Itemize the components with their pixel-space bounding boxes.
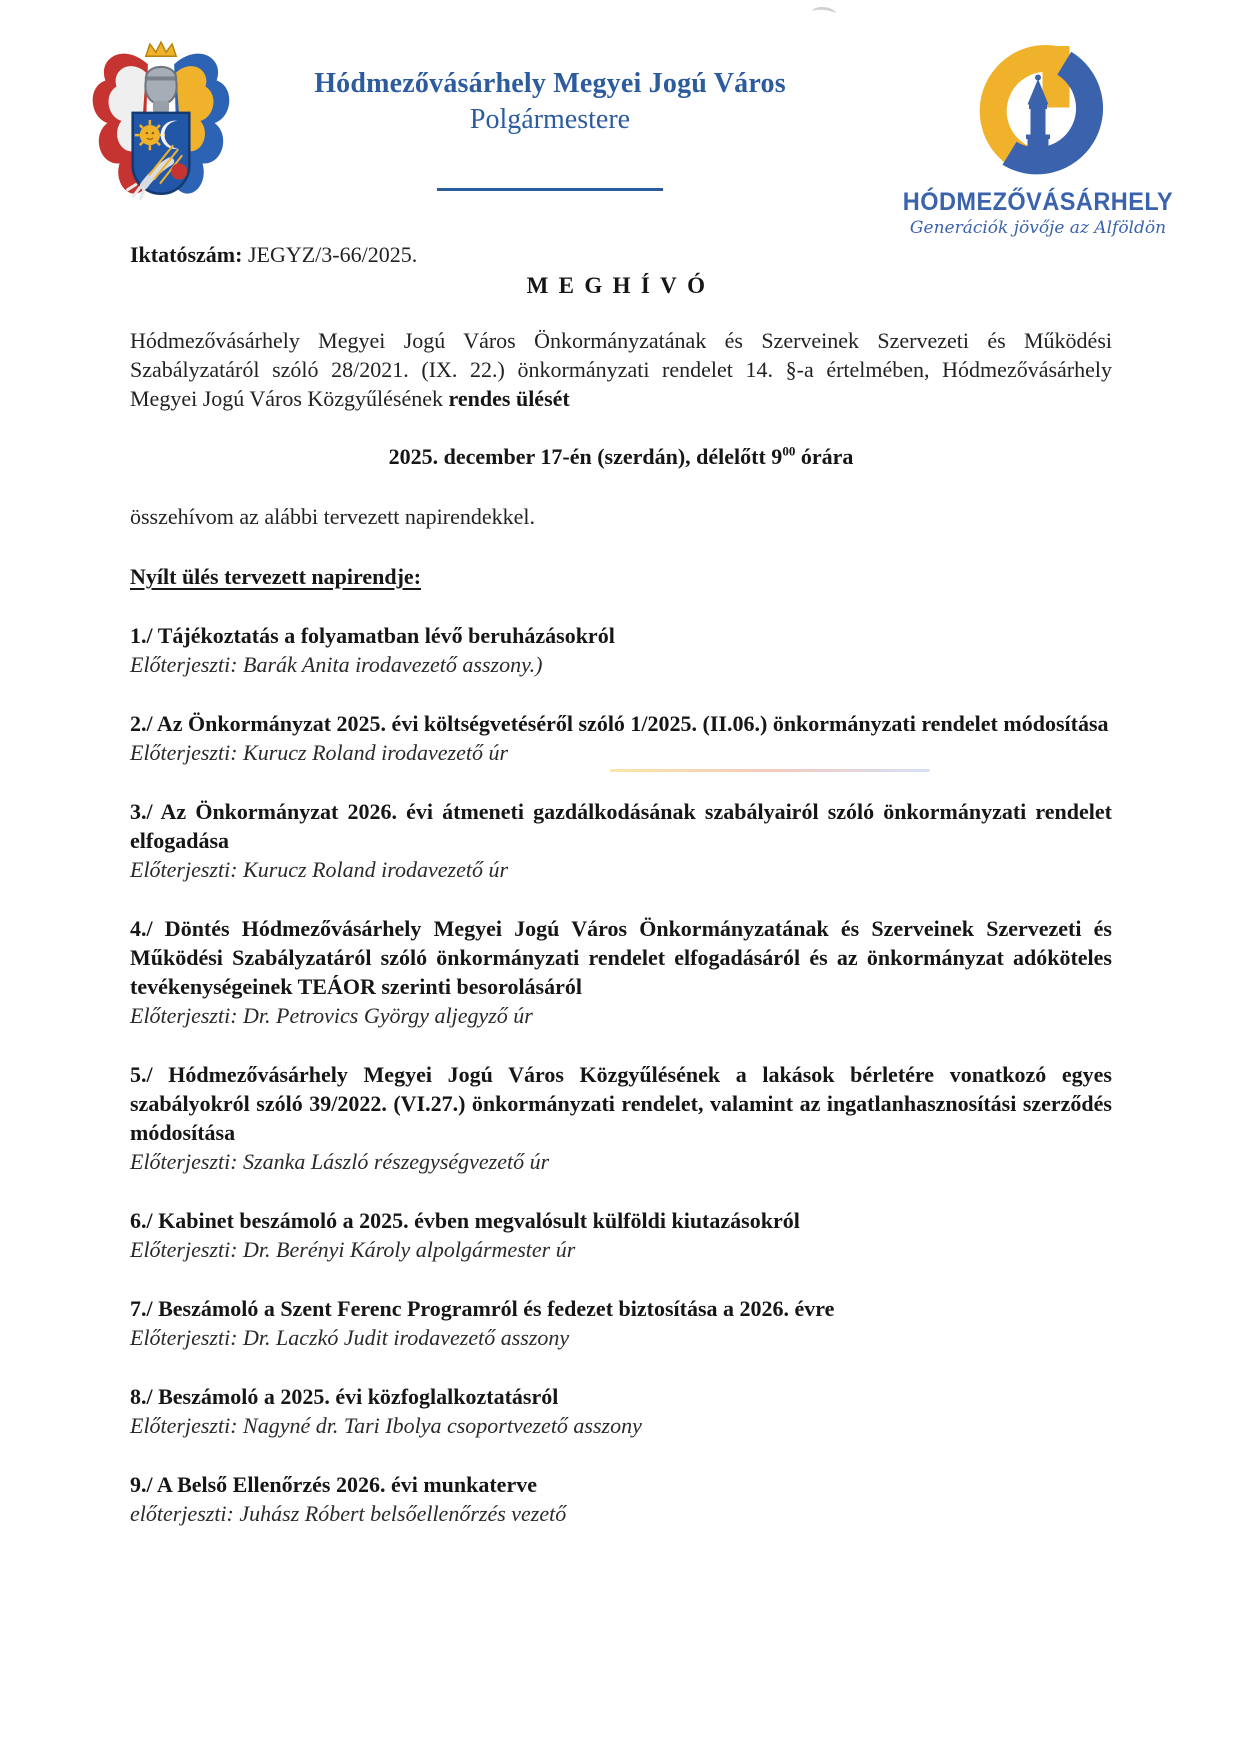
- agenda-list: [130, 621, 1112, 1528]
- letterhead-title-block: [300, 66, 800, 191]
- agenda-item-title: 6./ Kabinet beszámoló a 2025. évben megvalósult külföldi kiutazásokról: [130, 1208, 800, 1233]
- doc-number: [130, 240, 1112, 269]
- agenda-item-presenter: előterjeszti: Juhász Róbert belsőellenőrzés vezető: [130, 1501, 567, 1526]
- agenda-item-presenter: Előterjeszti: Kurucz Roland irodavezető úr: [130, 857, 509, 882]
- agenda-item-presenter: Előterjeszti: Dr. Berényi Károly alpolgármester úr: [130, 1237, 576, 1262]
- city-logo-mark-icon: [963, 34, 1113, 184]
- logo-wordmark: HÓDMEZŐVÁSÁRHELY: [902, 188, 1174, 216]
- agenda-item-title: 9./ A Belső Ellenőrzés 2026. évi munkaterve: [130, 1472, 537, 1497]
- agenda-item-presenter: Előterjeszti: Barák Anita irodavezető asszony.): [130, 652, 543, 677]
- agenda-item-title: 8./ Beszámoló a 2025. évi közfoglalkoztatásról: [130, 1384, 559, 1409]
- intro-paragraph-text: Hódmezővásárhely Megyei Jogú Város Önkormányzatának és Szerveinek Szervezeti és Működési Szabályzatáról szóló 28/2021. (IX. 22.) önkormányzati rendelet 14. §-a értelmében, Hódmezővásárhely Megyei Jogú Város Közgyűlésének: [130, 328, 1112, 411]
- agenda-item-presenter: Előterjeszti: Szanka László részegységvezető úr: [130, 1149, 550, 1174]
- document-body: [130, 240, 1112, 1528]
- agenda-item: [130, 1382, 1112, 1440]
- agenda-item-presenter: Előterjeszti: Dr. Laczkó Judit irodavezető asszony: [130, 1325, 570, 1350]
- agenda-item: [130, 1294, 1112, 1352]
- logo-tagline: Generációk jövője az Alföldön: [909, 218, 1167, 238]
- agenda-item-title: 1./ Tájékoztatás a folyamatban lévő beruházásokról: [130, 623, 615, 648]
- agenda-item: [130, 1206, 1112, 1264]
- agenda-item-presenter: Előterjeszti: Nagyné dr. Tari Ibolya csoportvezető asszony: [130, 1413, 642, 1438]
- agenda-item: [130, 1060, 1112, 1176]
- agenda-item-presenter: Előterjeszti: Dr. Petrovics György aljegyző úr: [130, 1003, 533, 1028]
- intro-closing: összehívom az alábbi tervezett napirendekkel.: [130, 504, 535, 529]
- doc-title: MEGHÍVÓ: [526, 273, 716, 298]
- agenda-heading: Nyílt ülés tervezett napirendje:: [130, 564, 422, 589]
- meeting-datetime: [130, 442, 1112, 471]
- agenda-item: [130, 709, 1112, 767]
- agenda-item-presenter: Előterjeszti: Kurucz Roland irodavezető úr: [130, 740, 509, 765]
- doc-number-value: JEGYZ/3-66/2025.: [247, 242, 418, 267]
- agenda-item-title: 7./ Beszámoló a Szent Ferenc Programról és fedezet biztosítása a 2026. évre: [130, 1296, 835, 1321]
- doc-number-label: Iktatószám:: [130, 242, 243, 267]
- agenda-item-title: 4./ Döntés Hódmezővásárhely Megyei Jogú Város Önkormányzatának és Szerveinek Szervezeti és Működési Szabályzatáról szóló önkormányzati rendelet elfogadásáról és az önkormányzat adóköteles tevékenységeinek TEÁOR szerinti besorolásáról: [130, 916, 1112, 999]
- agenda-item: [130, 1470, 1112, 1528]
- meeting-time-superscript: 00: [782, 443, 796, 459]
- agenda-item-title: 5./ Hódmezővásárhely Megyei Jogú Város Közgyűlésének a lakások bérletére vonatkozó egyes szabályokról szóló 39/2022. (VI.27.) önkormányzati rendelet, valamint az ingatlanhasznosítási szerződés módosítása: [130, 1062, 1112, 1145]
- agenda-item-title: 3./ Az Önkormányzat 2026. évi átmeneti gazdálkodásának szabályairól szóló önkormányzati rendelet elfogadása: [130, 799, 1112, 853]
- city-logo: [888, 34, 1188, 238]
- agenda-item: [130, 914, 1112, 1030]
- org-name: Hódmezővásárhely Megyei Jogú Város: [314, 68, 786, 99]
- intro-paragraph: [130, 326, 1112, 413]
- agenda-item-title: 2./ Az Önkormányzat 2025. évi költségvetéséről szóló 1/2025. (II.06.) önkormányzati rendelet módosítása: [130, 711, 1109, 736]
- city-coat-of-arms-icon: [85, 36, 237, 218]
- header-divider: [437, 188, 663, 191]
- intro-paragraph-bold: rendes ülését: [448, 386, 570, 411]
- meeting-datetime-text: 2025. december 17-én (szerdán), délelőtt 9: [388, 444, 783, 469]
- meeting-datetime-suffix: órára: [795, 444, 854, 469]
- agenda-item: [130, 621, 1112, 679]
- agenda-item: [130, 797, 1112, 884]
- org-subtitle: Polgármestere: [469, 104, 631, 135]
- scan-artifact-mark: [811, 6, 836, 20]
